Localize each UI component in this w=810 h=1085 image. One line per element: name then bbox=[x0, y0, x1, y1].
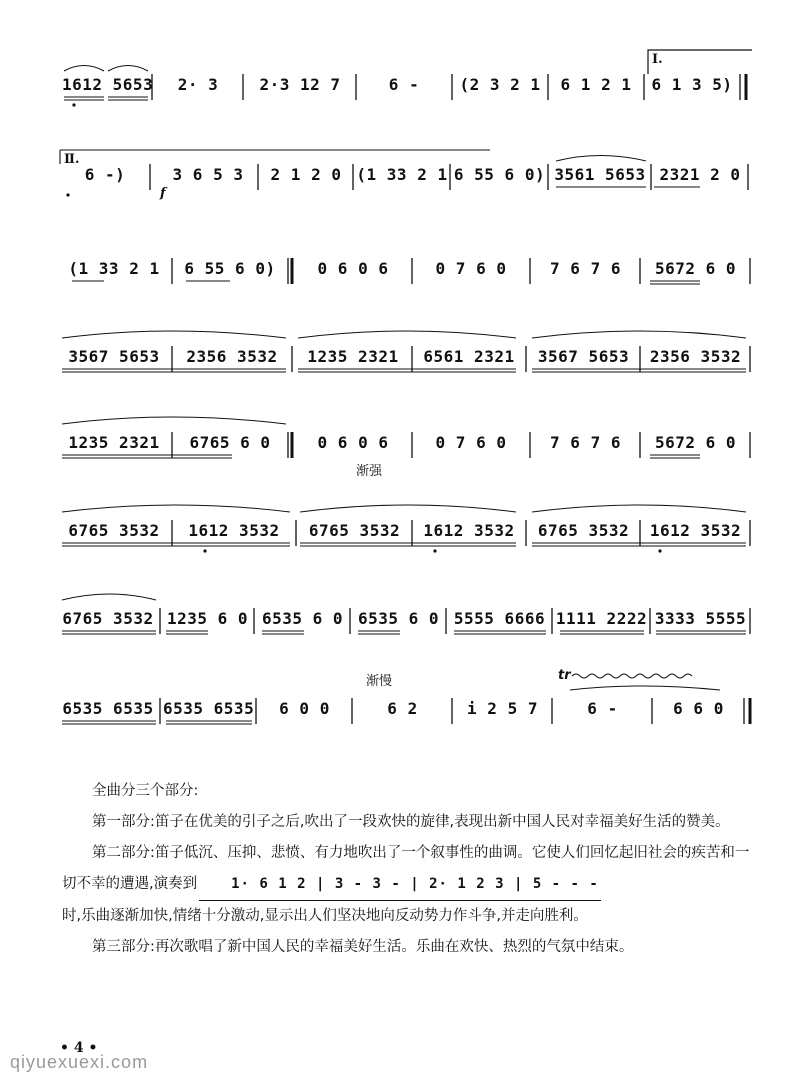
measure: 6765 3532 bbox=[537, 521, 630, 540]
measure: (1 33 2 1 bbox=[68, 259, 160, 278]
measure: 6765 3532 bbox=[68, 521, 160, 540]
score-row-6 bbox=[0, 490, 810, 560]
measure: 3567 5653 bbox=[68, 347, 160, 366]
measure: 2·3 12 7 bbox=[259, 75, 341, 94]
score-row-2 bbox=[0, 134, 810, 204]
measure: 0 7 6 0 bbox=[435, 433, 507, 452]
measure: 3333 5555 bbox=[654, 609, 747, 628]
part-2-text: 第二部分:笛子低沉、压抑、悲愤、有力地吹出了一个叙事性的曲调。它使人们回忆起旧社会的疾苦和一切不幸的遭遇,演奏到 bbox=[62, 845, 750, 892]
measure: 6 55 6 0) bbox=[184, 259, 276, 278]
measure: 2356 3532 bbox=[649, 347, 742, 366]
measure: (1 33 2 1 bbox=[356, 165, 448, 184]
dynamic-forte: f bbox=[160, 186, 166, 201]
measure: 5672 6 0 bbox=[654, 259, 737, 278]
row-1-notes bbox=[0, 44, 810, 114]
measure: 6535 6 0 bbox=[357, 609, 440, 628]
score-row-4 bbox=[0, 316, 810, 386]
row-6-notes bbox=[0, 490, 810, 560]
measure: 6535 6535 bbox=[62, 699, 154, 718]
measure: 2 1 2 0 bbox=[270, 165, 342, 184]
measure: 6765 3532 bbox=[62, 609, 154, 628]
measure: 1612 3532 bbox=[188, 521, 280, 540]
measure: 6561 2321 bbox=[423, 347, 515, 366]
measure: 1612 3532 bbox=[649, 521, 742, 540]
measure: 0 6 0 6 bbox=[317, 259, 389, 278]
score-row-5 bbox=[0, 402, 810, 479]
row-7-notes bbox=[0, 578, 810, 648]
row-4-notes bbox=[0, 316, 810, 386]
part-3-paragraph: 第三部分:再次歌唱了新中国人民的幸福美好生活。乐曲在欢快、热烈的气氛中结束。 bbox=[92, 939, 634, 955]
score-row-1 bbox=[0, 44, 810, 114]
ritardando-marking: 渐慢 bbox=[366, 674, 393, 689]
measure: 7 6 7 6 bbox=[550, 259, 621, 278]
crescendo-marking: 渐强 bbox=[356, 464, 383, 479]
part-1-paragraph: 第一部分:笛子在优美的引子之后,吹出了一段欢快的旋律,表现出新中国人民对幸福美好生活的赞美。 bbox=[92, 814, 730, 830]
measure: 1235 6 0 bbox=[166, 609, 249, 628]
measure: 6 1 3 5) bbox=[651, 75, 733, 94]
measure: 3567 5653 bbox=[537, 347, 630, 366]
score-row-8 bbox=[0, 668, 810, 738]
measure: i 2 5 7 bbox=[467, 699, 538, 718]
measure: (2 3 2 1 bbox=[459, 75, 541, 94]
row-3-notes bbox=[0, 228, 810, 298]
measure: 6765 6 0 bbox=[189, 433, 271, 452]
measure: 6 55 6 0) bbox=[453, 165, 546, 184]
intro-paragraph: 全曲分三个部分: bbox=[92, 783, 199, 799]
measure: 1612 5653 bbox=[62, 75, 154, 94]
volta-1-marking: Ⅰ. bbox=[652, 52, 663, 67]
measure: 2321 2 0 bbox=[659, 165, 741, 184]
measure: 6 2 bbox=[387, 699, 418, 718]
measure: 3561 5653 bbox=[554, 165, 646, 184]
page-number: • 4 • bbox=[60, 1040, 98, 1056]
measure: 6535 6535 bbox=[163, 699, 255, 718]
measure: 1235 2321 bbox=[68, 433, 160, 452]
measure: 6 - bbox=[587, 699, 618, 718]
row-8-notes bbox=[0, 668, 810, 738]
score-row-7 bbox=[0, 578, 810, 648]
measure: 5672 6 0 bbox=[654, 433, 737, 452]
measure: 1612 3532 bbox=[423, 521, 515, 540]
part-2-continuation: 时,乐曲逐渐加快,情绪十分激动,显示出人们坚决地向反动势力作斗争,并走向胜利。 bbox=[62, 908, 588, 924]
watermark: qiyuexuexi.com bbox=[10, 1052, 149, 1072]
measure: 6 6 0 bbox=[673, 699, 724, 718]
measure: 2356 3532 bbox=[186, 347, 278, 366]
part-2-paragraph bbox=[62, 838, 762, 901]
description-text bbox=[62, 776, 762, 963]
measure: 6 1 2 1 bbox=[560, 75, 632, 94]
measure: 6 -) bbox=[84, 165, 126, 184]
measure: 0 6 0 6 bbox=[317, 433, 389, 452]
inline-notation: 1· 6 1 2 | 3 - 3 - | 2· 1 2 3 | 5 - - - bbox=[199, 869, 601, 901]
trill-marking: tr bbox=[558, 668, 571, 683]
row-5-notes bbox=[0, 402, 810, 479]
measure: 3 6 5 3 bbox=[172, 165, 244, 184]
measure: 1111 2222 bbox=[555, 609, 648, 628]
measure: 6765 3532 bbox=[308, 521, 401, 540]
measure: 6535 6 0 bbox=[261, 609, 344, 628]
volta-2-marking: Ⅱ. bbox=[64, 152, 80, 167]
measure: 0 7 6 0 bbox=[435, 259, 507, 278]
measure: 5555 6666 bbox=[453, 609, 546, 628]
measure: 1235 2321 bbox=[307, 347, 399, 366]
measure: 6 0 0 bbox=[279, 699, 330, 718]
score-row-3 bbox=[0, 228, 810, 298]
measure: 7 6 7 6 bbox=[550, 433, 621, 452]
row-2-notes bbox=[0, 134, 810, 204]
measure: 2· 3 bbox=[177, 75, 219, 94]
measure: 6 - bbox=[388, 75, 420, 94]
